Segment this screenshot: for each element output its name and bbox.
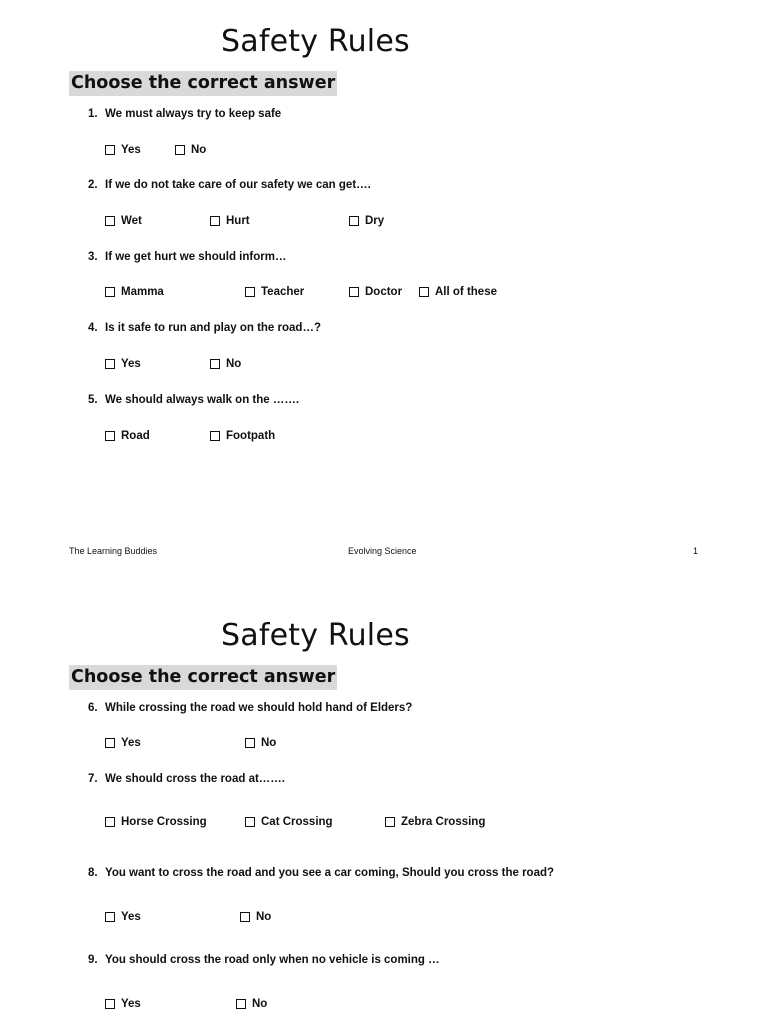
footer-center: Evolving Science <box>348 546 417 556</box>
option-label: Horse Crossing <box>121 816 207 828</box>
option-yes[interactable] <box>105 909 141 925</box>
checkbox-icon[interactable] <box>105 145 115 155</box>
option-no[interactable] <box>210 356 241 372</box>
option-no[interactable] <box>245 735 276 751</box>
checkbox-icon[interactable] <box>210 216 220 226</box>
footer-left: The Learning Buddies <box>69 546 158 556</box>
question-text: We should cross the road at……. <box>105 773 285 785</box>
option-no[interactable] <box>236 996 267 1012</box>
question-text: We must always try to keep safe <box>105 108 282 120</box>
question-number: 4. <box>88 322 98 334</box>
question-6 <box>88 700 412 716</box>
option-label: All of these <box>435 286 497 298</box>
checkbox-icon[interactable] <box>105 738 115 748</box>
question-4 <box>88 320 321 336</box>
option-doctor[interactable] <box>349 284 402 300</box>
option-label: Teacher <box>261 286 305 298</box>
option-label: Yes <box>121 358 141 370</box>
checkbox-icon[interactable] <box>105 287 115 297</box>
option-label: Yes <box>121 998 141 1010</box>
option-label: Yes <box>121 911 141 923</box>
checkbox-icon[interactable] <box>245 817 255 827</box>
checkbox-icon[interactable] <box>105 999 115 1009</box>
option-yes[interactable] <box>105 356 141 372</box>
question-text: You should cross the road only when no vehicle is coming … <box>105 954 440 966</box>
option-label: Footpath <box>226 430 276 442</box>
checkbox-icon[interactable] <box>240 912 250 922</box>
option-label: No <box>261 737 277 749</box>
question-text: If we do not take care of our safety we can get…. <box>105 179 371 191</box>
option-label: No <box>226 358 242 370</box>
option-footpath[interactable] <box>210 428 275 444</box>
option-label: Wet <box>121 215 142 227</box>
question-number: 2. <box>88 179 98 191</box>
option-hurt[interactable] <box>210 213 250 229</box>
option-all-of-these[interactable] <box>419 284 497 300</box>
question-7 <box>88 771 285 787</box>
option-label: Yes <box>121 144 141 156</box>
option-road[interactable] <box>105 428 150 444</box>
option-zebra-crossing[interactable] <box>385 814 485 830</box>
question-text: Is it safe to run and play on the road…? <box>105 322 321 334</box>
checkbox-icon[interactable] <box>236 999 246 1009</box>
question-number: 1. <box>88 108 98 120</box>
option-yes[interactable] <box>105 142 141 158</box>
option-label: Road <box>121 430 150 442</box>
question-text: You want to cross the road and you see a car coming, Should you cross the road? <box>105 867 555 879</box>
checkbox-icon[interactable] <box>105 431 115 441</box>
checkbox-icon[interactable] <box>105 912 115 922</box>
checkbox-icon[interactable] <box>210 431 220 441</box>
option-label: No <box>256 911 272 923</box>
checkbox-icon[interactable] <box>105 216 115 226</box>
instruction-heading: Choose the correct answer <box>69 665 337 690</box>
question-text: While crossing the road we should hold hand of Elders? <box>105 702 413 714</box>
option-mamma[interactable] <box>105 284 164 300</box>
option-dry[interactable] <box>349 213 384 229</box>
instruction-heading: Choose the correct answer <box>69 71 337 96</box>
checkbox-icon[interactable] <box>349 287 359 297</box>
worksheet-page-2 <box>0 594 768 1024</box>
question-number: 3. <box>88 251 98 263</box>
option-label: Dry <box>365 215 385 227</box>
question-number: 9. <box>88 954 98 966</box>
footer-page-number: 1 <box>693 546 699 556</box>
option-no[interactable] <box>240 909 271 925</box>
option-yes[interactable] <box>105 996 141 1012</box>
option-label: Hurt <box>226 215 250 227</box>
page-title: Safety Rules <box>221 24 410 59</box>
checkbox-icon[interactable] <box>245 287 255 297</box>
question-8 <box>88 865 554 881</box>
question-2 <box>88 177 371 193</box>
question-number: 7. <box>88 773 98 785</box>
option-wet[interactable] <box>105 213 142 229</box>
option-label: Zebra Crossing <box>401 816 486 828</box>
option-cat-crossing[interactable] <box>245 814 333 830</box>
option-horse-crossing[interactable] <box>105 814 207 830</box>
question-text: If we get hurt we should inform… <box>105 251 287 263</box>
question-1 <box>88 106 281 122</box>
checkbox-icon[interactable] <box>210 359 220 369</box>
option-label: No <box>252 998 268 1010</box>
question-text: We should always walk on the ……. <box>105 394 300 406</box>
checkbox-icon[interactable] <box>245 738 255 748</box>
question-number: 5. <box>88 394 98 406</box>
option-label: No <box>191 144 207 156</box>
checkbox-icon[interactable] <box>175 145 185 155</box>
checkbox-icon[interactable] <box>105 817 115 827</box>
option-yes[interactable] <box>105 735 141 751</box>
checkbox-icon[interactable] <box>419 287 429 297</box>
question-5 <box>88 392 299 408</box>
option-label: Mamma <box>121 286 164 298</box>
option-label: Cat Crossing <box>261 816 333 828</box>
question-3 <box>88 249 286 265</box>
checkbox-icon[interactable] <box>349 216 359 226</box>
question-number: 6. <box>88 702 98 714</box>
option-no[interactable] <box>175 142 206 158</box>
checkbox-icon[interactable] <box>385 817 395 827</box>
option-label: Doctor <box>365 286 403 298</box>
option-teacher[interactable] <box>245 284 304 300</box>
question-number: 8. <box>88 867 98 879</box>
question-9 <box>88 952 440 968</box>
page-title: Safety Rules <box>221 618 410 653</box>
checkbox-icon[interactable] <box>105 359 115 369</box>
option-label: Yes <box>121 737 141 749</box>
